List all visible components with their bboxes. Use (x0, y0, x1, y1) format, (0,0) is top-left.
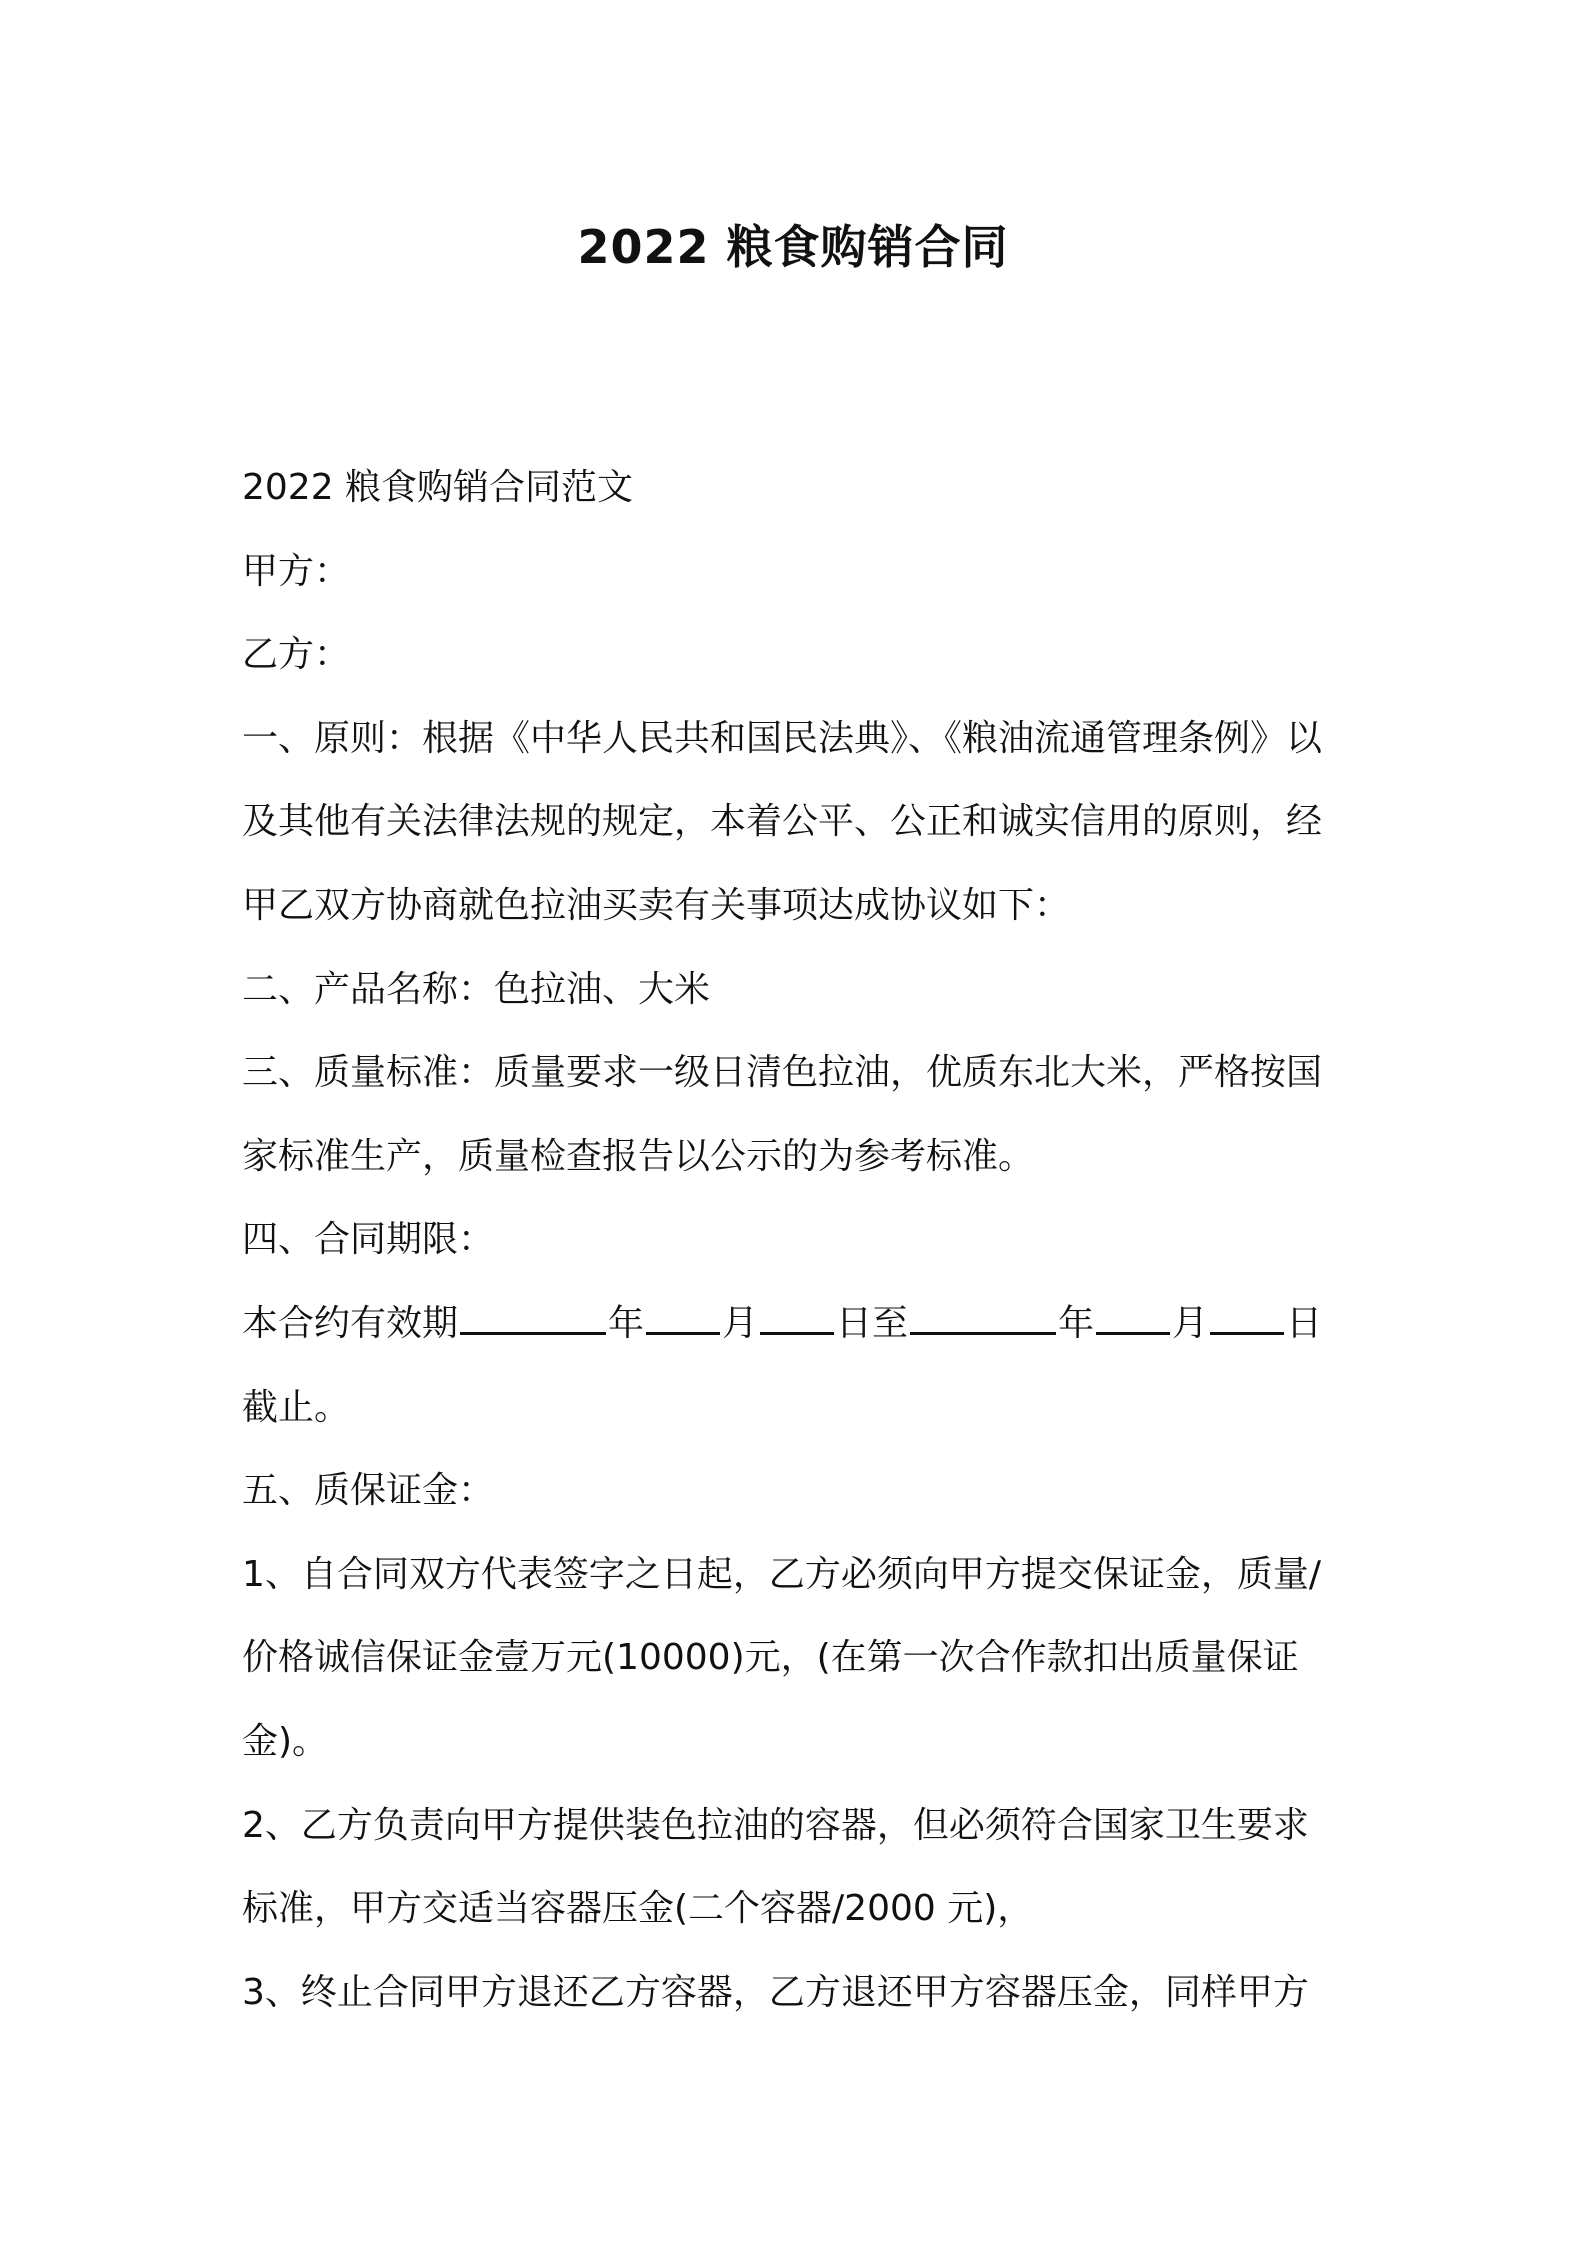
clause-product-name: 二、产品名称：色拉油、大米 (242, 968, 711, 1010)
document-title: 2022 粮食购销合同 (577, 220, 1009, 274)
start-year-blank[interactable] (460, 1298, 606, 1335)
deposit-item-2-line-1: 2、乙方负责向甲方提供装色拉油的容器，但必须符合国家卫生要求 (242, 1804, 1309, 1846)
clause-quality-line-2: 家标准生产，质量检查报告以公示的为参考标准。 (242, 1135, 1035, 1177)
clause-deposit-heading: 五、质保证金： (242, 1470, 495, 1512)
year-label-2: 年 (1058, 1302, 1095, 1344)
deposit-item-1-line-1: 1、自合同双方代表签字之日起，乙方必须向甲方提交保证金，质量/ (242, 1553, 1322, 1595)
party-a-line: 甲方： (242, 550, 351, 592)
month-label-2: 月 (1172, 1302, 1209, 1344)
subtitle-line: 2022 粮食购销合同范文 (242, 467, 634, 508)
end-month-blank[interactable] (1096, 1298, 1170, 1335)
clause-quality-line-1: 三、质量标准：质量要求一级日清色拉油，优质东北大米，严格按国 (242, 1052, 1323, 1094)
clause-term-heading: 四、合同期限： (242, 1219, 495, 1261)
term-date-line (242, 1282, 1352, 1366)
term-end-line: 截止。 (242, 1386, 351, 1428)
deposit-item-1-line-2: 价格诚信保证金壹万元(10000)元，(在第一次合作款扣出质量保证 (242, 1637, 1299, 1679)
end-day-blank[interactable] (1210, 1298, 1284, 1335)
deposit-item-1-line-3: 金)。 (242, 1720, 329, 1762)
start-month-blank[interactable] (646, 1298, 720, 1335)
clause-principle-line-3: 甲乙双方协商就色拉油买卖有关事项达成协议如下： (242, 884, 1071, 926)
deposit-item-3-line-1: 3、终止合同甲方退还乙方容器，乙方退还甲方容器压金，同样甲方 (242, 1971, 1309, 2013)
clause-principle-line-1: 一、原则：根据《中华人民共和国民法典》、《粮油流通管理条例》以 (242, 717, 1323, 759)
clause-principle-line-2: 及其他有关法律法规的规定，本着公平、公正和诚实信用的原则，经 (242, 801, 1323, 843)
year-label-1: 年 (608, 1302, 645, 1344)
document-body (242, 446, 1352, 2034)
day-to-label: 日至 (836, 1302, 909, 1344)
day-end-label: 日 (1286, 1302, 1323, 1344)
deposit-item-2-line-2: 标准，甲方交适当容器压金(二个容器/2000 元)， (242, 1888, 1034, 1930)
month-label-1: 月 (722, 1302, 759, 1344)
end-year-blank[interactable] (910, 1298, 1056, 1335)
start-day-blank[interactable] (760, 1298, 834, 1335)
term-prefix: 本合约有效期 (242, 1302, 459, 1344)
party-b-line: 乙方： (242, 634, 351, 676)
